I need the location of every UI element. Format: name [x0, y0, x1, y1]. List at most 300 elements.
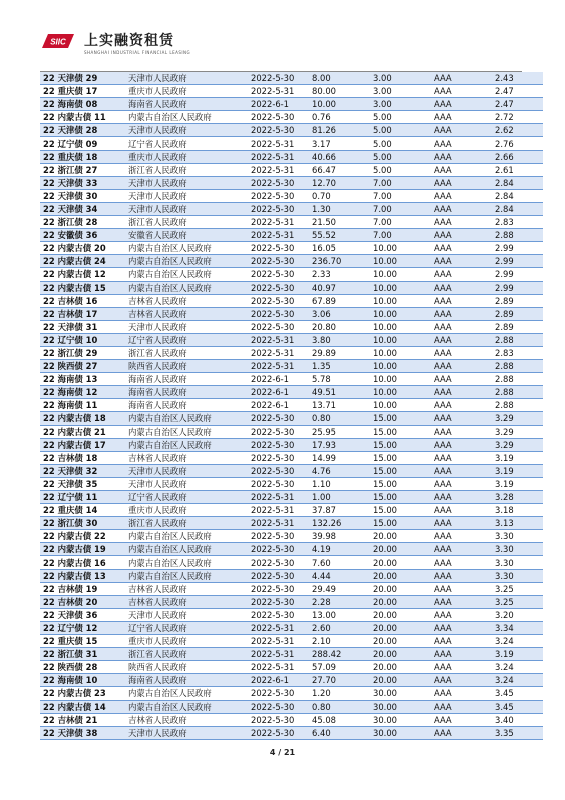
issue-date-cell: 2022-5-30: [248, 425, 309, 438]
issue-date-cell: 2022-5-31: [248, 229, 309, 242]
table-row: [40, 320, 543, 333]
issue-date-cell: 2022-5-30: [248, 294, 309, 307]
issue-amount-cell: 40.97: [309, 281, 370, 294]
rating-cell: AAA: [431, 150, 492, 163]
term-cell: 5.00: [370, 111, 431, 124]
issue-date-cell: 2022-5-31: [248, 648, 309, 661]
table-row: [40, 346, 543, 359]
term-cell: 10.00: [370, 373, 431, 386]
coupon-rate-cell: 2.83: [492, 216, 543, 229]
issuer-cell: 吉林省人民政府: [125, 582, 248, 595]
rating-cell: AAA: [431, 111, 492, 124]
issue-amount-cell: 0.80: [309, 700, 370, 713]
table-row: [40, 307, 543, 320]
issue-date-cell: 2022-5-30: [248, 255, 309, 268]
issuer-cell: 陕西省人民政府: [125, 360, 248, 373]
issue-amount-cell: 3.80: [309, 333, 370, 346]
issue-amount-cell: 1.10: [309, 477, 370, 490]
table-row: [40, 464, 543, 477]
table-row: [40, 281, 543, 294]
bond-name-cell: 22 辽宁债 09: [40, 137, 125, 150]
table-row: [40, 608, 543, 621]
term-cell: 20.00: [370, 595, 431, 608]
issue-amount-cell: 10.00: [309, 98, 370, 111]
issuer-cell: 内蒙古自治区人民政府: [125, 569, 248, 582]
rating-cell: AAA: [431, 294, 492, 307]
coupon-rate-cell: 3.45: [492, 700, 543, 713]
issue-date-cell: 2022-5-30: [248, 176, 309, 189]
issue-amount-cell: 3.06: [309, 307, 370, 320]
coupon-rate-cell: 3.35: [492, 726, 543, 739]
term-cell: 15.00: [370, 464, 431, 477]
bond-name-cell: 22 海南债 08: [40, 98, 125, 111]
rating-cell: AAA: [431, 477, 492, 490]
coupon-rate-cell: 2.89: [492, 320, 543, 333]
rating-cell: AAA: [431, 517, 492, 530]
rating-cell: AAA: [431, 556, 492, 569]
rating-cell: AAA: [431, 255, 492, 268]
table-row: [40, 124, 543, 137]
issue-date-cell: 2022-5-30: [248, 595, 309, 608]
term-cell: 30.00: [370, 726, 431, 739]
issuer-cell: 浙江省人民政府: [125, 648, 248, 661]
term-cell: 7.00: [370, 216, 431, 229]
bond-name-cell: 22 内蒙古债 21: [40, 425, 125, 438]
rating-cell: AAA: [431, 333, 492, 346]
term-cell: 20.00: [370, 582, 431, 595]
table-row: [40, 595, 543, 608]
coupon-rate-cell: 3.25: [492, 595, 543, 608]
issuer-cell: 内蒙古自治区人民政府: [125, 700, 248, 713]
bond-name-cell: 22 吉林债 17: [40, 307, 125, 320]
rating-cell: AAA: [431, 713, 492, 726]
bond-name-cell: 22 天津债 29: [40, 72, 125, 85]
issuer-cell: 内蒙古自治区人民政府: [125, 111, 248, 124]
term-cell: 20.00: [370, 648, 431, 661]
bond-name-cell: 22 内蒙古债 14: [40, 700, 125, 713]
issuer-cell: 重庆市人民政府: [125, 150, 248, 163]
rating-cell: AAA: [431, 648, 492, 661]
issue-amount-cell: 132.26: [309, 517, 370, 530]
issuer-cell: 内蒙古自治区人民政府: [125, 268, 248, 281]
term-cell: 10.00: [370, 399, 431, 412]
issue-amount-cell: 12.70: [309, 176, 370, 189]
issue-date-cell: 2022-5-30: [248, 543, 309, 556]
table-row: [40, 85, 543, 98]
bond-name-cell: 22 内蒙古债 15: [40, 281, 125, 294]
bond-name-cell: 22 吉林债 18: [40, 451, 125, 464]
issuer-cell: 陕西省人民政府: [125, 661, 248, 674]
issue-amount-cell: 57.09: [309, 661, 370, 674]
issuer-cell: 吉林省人民政府: [125, 713, 248, 726]
term-cell: 30.00: [370, 713, 431, 726]
bond-name-cell: 22 内蒙古债 18: [40, 412, 125, 425]
issuer-cell: 内蒙古自治区人民政府: [125, 255, 248, 268]
issue-date-cell: 2022-5-30: [248, 530, 309, 543]
coupon-rate-cell: 3.13: [492, 517, 543, 530]
issue-amount-cell: 2.10: [309, 635, 370, 648]
issuer-cell: 天津市人民政府: [125, 608, 248, 621]
table-row: [40, 202, 543, 215]
issuer-cell: 辽宁省人民政府: [125, 137, 248, 150]
table-row: [40, 137, 543, 150]
coupon-rate-cell: 2.88: [492, 229, 543, 242]
issue-amount-cell: 0.70: [309, 189, 370, 202]
term-cell: 20.00: [370, 569, 431, 582]
coupon-rate-cell: 2.89: [492, 307, 543, 320]
page-header: [40, 28, 520, 72]
term-cell: 20.00: [370, 621, 431, 634]
issue-date-cell: 2022-5-31: [248, 661, 309, 674]
table-row: [40, 687, 543, 700]
rating-cell: AAA: [431, 72, 492, 85]
coupon-rate-cell: 3.24: [492, 635, 543, 648]
term-cell: 20.00: [370, 674, 431, 687]
issue-amount-cell: 21.50: [309, 216, 370, 229]
coupon-rate-cell: 3.30: [492, 543, 543, 556]
rating-cell: AAA: [431, 176, 492, 189]
table-row: [40, 189, 543, 202]
term-cell: 5.00: [370, 137, 431, 150]
rating-cell: AAA: [431, 163, 492, 176]
rating-cell: AAA: [431, 124, 492, 137]
rating-cell: AAA: [431, 85, 492, 98]
term-cell: 15.00: [370, 412, 431, 425]
issue-amount-cell: 25.95: [309, 425, 370, 438]
issuer-cell: 吉林省人民政府: [125, 595, 248, 608]
issue-date-cell: 2022-5-30: [248, 320, 309, 333]
term-cell: 5.00: [370, 150, 431, 163]
coupon-rate-cell: 3.30: [492, 569, 543, 582]
issue-amount-cell: 0.80: [309, 412, 370, 425]
issuer-cell: 海南省人民政府: [125, 98, 248, 111]
table-row: [40, 504, 543, 517]
issue-date-cell: 2022-5-30: [248, 242, 309, 255]
table-row: [40, 268, 543, 281]
issue-date-cell: 2022-6-1: [248, 373, 309, 386]
coupon-rate-cell: 3.29: [492, 425, 543, 438]
table-row: [40, 242, 543, 255]
table-row: [40, 438, 543, 451]
bond-name-cell: 22 内蒙古债 11: [40, 111, 125, 124]
bond-name-cell: 22 天津债 38: [40, 726, 125, 739]
coupon-rate-cell: 3.45: [492, 687, 543, 700]
term-cell: 15.00: [370, 491, 431, 504]
siic-logo-icon: [40, 32, 76, 50]
issue-amount-cell: 1.20: [309, 687, 370, 700]
table-row: [40, 255, 543, 268]
coupon-rate-cell: 3.28: [492, 491, 543, 504]
rating-cell: AAA: [431, 464, 492, 477]
term-cell: 10.00: [370, 268, 431, 281]
bond-name-cell: 22 内蒙古债 20: [40, 242, 125, 255]
table-row: [40, 176, 543, 189]
issue-date-cell: 2022-5-30: [248, 569, 309, 582]
issue-date-cell: 2022-5-30: [248, 412, 309, 425]
rating-cell: AAA: [431, 569, 492, 582]
bond-name-cell: 22 天津债 35: [40, 477, 125, 490]
issue-date-cell: 2022-5-30: [248, 202, 309, 215]
coupon-rate-cell: 2.89: [492, 294, 543, 307]
rating-cell: AAA: [431, 346, 492, 359]
term-cell: 15.00: [370, 504, 431, 517]
issue-amount-cell: 37.87: [309, 504, 370, 517]
table-row: [40, 399, 543, 412]
table-row: [40, 111, 543, 124]
issuer-cell: 海南省人民政府: [125, 399, 248, 412]
term-cell: 15.00: [370, 425, 431, 438]
issuer-cell: 辽宁省人民政府: [125, 333, 248, 346]
coupon-rate-cell: 3.29: [492, 438, 543, 451]
issue-date-cell: 2022-5-30: [248, 700, 309, 713]
rating-cell: AAA: [431, 582, 492, 595]
logo-lettering: SIIC: [50, 37, 66, 47]
bond-name-cell: 22 吉林债 19: [40, 582, 125, 595]
rating-cell: AAA: [431, 268, 492, 281]
bond-name-cell: 22 内蒙古债 22: [40, 530, 125, 543]
issue-date-cell: 2022-5-31: [248, 517, 309, 530]
coupon-rate-cell: 2.99: [492, 281, 543, 294]
term-cell: 7.00: [370, 189, 431, 202]
issue-date-cell: 2022-5-30: [248, 268, 309, 281]
rating-cell: AAA: [431, 189, 492, 202]
issue-amount-cell: 2.28: [309, 595, 370, 608]
table-row: [40, 648, 543, 661]
term-cell: 7.00: [370, 229, 431, 242]
coupon-rate-cell: 3.19: [492, 464, 543, 477]
issuer-cell: 海南省人民政府: [125, 386, 248, 399]
bond-name-cell: 22 海南债 13: [40, 373, 125, 386]
coupon-rate-cell: 2.84: [492, 189, 543, 202]
issuer-cell: 浙江省人民政府: [125, 216, 248, 229]
page-number: 4 / 21: [269, 748, 296, 757]
issue-amount-cell: 80.00: [309, 85, 370, 98]
issue-date-cell: 2022-5-31: [248, 504, 309, 517]
bond-name-cell: 22 内蒙古债 17: [40, 438, 125, 451]
term-cell: 15.00: [370, 451, 431, 464]
term-cell: 7.00: [370, 202, 431, 215]
issue-amount-cell: 1.00: [309, 491, 370, 504]
issuer-cell: 内蒙古自治区人民政府: [125, 242, 248, 255]
issue-date-cell: 2022-5-30: [248, 189, 309, 202]
table-row: [40, 543, 543, 556]
bond-name-cell: 22 陕西债 27: [40, 360, 125, 373]
table-row: [40, 713, 543, 726]
issue-amount-cell: 2.33: [309, 268, 370, 281]
rating-cell: AAA: [431, 386, 492, 399]
table-row: [40, 412, 543, 425]
issue-amount-cell: 27.70: [309, 674, 370, 687]
term-cell: 3.00: [370, 85, 431, 98]
bond-name-cell: 22 海南债 11: [40, 399, 125, 412]
bond-name-cell: 22 吉林债 21: [40, 713, 125, 726]
table-row: [40, 726, 543, 739]
issuer-cell: 天津市人民政府: [125, 176, 248, 189]
bond-name-cell: 22 辽宁债 11: [40, 491, 125, 504]
coupon-rate-cell: 3.19: [492, 648, 543, 661]
issuer-cell: 天津市人民政府: [125, 477, 248, 490]
coupon-rate-cell: 2.88: [492, 333, 543, 346]
rating-cell: AAA: [431, 700, 492, 713]
rating-cell: AAA: [431, 635, 492, 648]
term-cell: 10.00: [370, 320, 431, 333]
issuer-cell: 内蒙古自治区人民政府: [125, 556, 248, 569]
bond-name-cell: 22 重庆债 18: [40, 150, 125, 163]
coupon-rate-cell: 3.20: [492, 608, 543, 621]
table-row: [40, 621, 543, 634]
coupon-rate-cell: 2.88: [492, 360, 543, 373]
issuer-cell: 吉林省人民政府: [125, 294, 248, 307]
table-row: [40, 569, 543, 582]
bond-name-cell: 22 天津债 36: [40, 608, 125, 621]
table-row: [40, 661, 543, 674]
term-cell: 20.00: [370, 556, 431, 569]
table-row: [40, 425, 543, 438]
issue-date-cell: 2022-5-30: [248, 464, 309, 477]
coupon-rate-cell: 2.88: [492, 373, 543, 386]
issuer-cell: 安徽省人民政府: [125, 229, 248, 242]
bond-name-cell: 22 浙江债 27: [40, 163, 125, 176]
issuer-cell: 辽宁省人民政府: [125, 621, 248, 634]
coupon-rate-cell: 2.88: [492, 386, 543, 399]
issuer-cell: 天津市人民政府: [125, 464, 248, 477]
rating-cell: AAA: [431, 530, 492, 543]
rating-cell: AAA: [431, 202, 492, 215]
bond-name-cell: 22 海南债 12: [40, 386, 125, 399]
coupon-rate-cell: 3.18: [492, 504, 543, 517]
issuer-cell: 吉林省人民政府: [125, 451, 248, 464]
rating-cell: AAA: [431, 504, 492, 517]
term-cell: 30.00: [370, 700, 431, 713]
issuer-cell: 内蒙古自治区人民政府: [125, 687, 248, 700]
issue-amount-cell: 6.40: [309, 726, 370, 739]
bond-name-cell: 22 天津债 33: [40, 176, 125, 189]
issue-amount-cell: 8.00: [309, 72, 370, 85]
bond-table-body: [40, 72, 543, 739]
rating-cell: AAA: [431, 674, 492, 687]
table-row: [40, 477, 543, 490]
issue-amount-cell: 13.71: [309, 399, 370, 412]
coupon-rate-cell: 3.30: [492, 530, 543, 543]
issuer-cell: 浙江省人民政府: [125, 346, 248, 359]
issue-amount-cell: 13.00: [309, 608, 370, 621]
rating-cell: AAA: [431, 360, 492, 373]
issuer-cell: 海南省人民政府: [125, 674, 248, 687]
term-cell: 15.00: [370, 477, 431, 490]
term-cell: 5.00: [370, 163, 431, 176]
table-row: [40, 517, 543, 530]
rating-cell: AAA: [431, 491, 492, 504]
term-cell: 20.00: [370, 635, 431, 648]
table-row: [40, 674, 543, 687]
coupon-rate-cell: 2.72: [492, 111, 543, 124]
issue-date-cell: 2022-5-30: [248, 687, 309, 700]
bond-name-cell: 22 内蒙古债 24: [40, 255, 125, 268]
coupon-rate-cell: 2.76: [492, 137, 543, 150]
table-row: [40, 700, 543, 713]
issuer-cell: 浙江省人民政府: [125, 163, 248, 176]
term-cell: 5.00: [370, 124, 431, 137]
issue-amount-cell: 45.08: [309, 713, 370, 726]
term-cell: 3.00: [370, 98, 431, 111]
bond-name-cell: 22 吉林债 20: [40, 595, 125, 608]
issue-date-cell: 2022-6-1: [248, 674, 309, 687]
table-row: [40, 530, 543, 543]
bond-name-cell: 22 浙江债 31: [40, 648, 125, 661]
table-row: [40, 635, 543, 648]
issuer-cell: 海南省人民政府: [125, 373, 248, 386]
coupon-rate-cell: 3.25: [492, 582, 543, 595]
issue-date-cell: 2022-5-30: [248, 307, 309, 320]
issuer-cell: 重庆市人民政府: [125, 504, 248, 517]
issue-date-cell: 2022-5-31: [248, 621, 309, 634]
term-cell: 10.00: [370, 242, 431, 255]
issue-amount-cell: 29.49: [309, 582, 370, 595]
coupon-rate-cell: 2.43: [492, 72, 543, 85]
issue-date-cell: 2022-5-30: [248, 124, 309, 137]
coupon-rate-cell: 3.30: [492, 556, 543, 569]
table-row: [40, 451, 543, 464]
term-cell: 20.00: [370, 543, 431, 556]
coupon-rate-cell: 3.19: [492, 477, 543, 490]
term-cell: 15.00: [370, 438, 431, 451]
table-row: [40, 216, 543, 229]
bond-name-cell: 22 内蒙古债 19: [40, 543, 125, 556]
rating-cell: AAA: [431, 281, 492, 294]
coupon-rate-cell: 2.61: [492, 163, 543, 176]
table-row: [40, 98, 543, 111]
rating-cell: AAA: [431, 320, 492, 333]
bond-name-cell: 22 内蒙古债 16: [40, 556, 125, 569]
coupon-rate-cell: 2.84: [492, 176, 543, 189]
coupon-rate-cell: 2.88: [492, 399, 543, 412]
issue-date-cell: 2022-5-30: [248, 726, 309, 739]
term-cell: 10.00: [370, 294, 431, 307]
term-cell: 10.00: [370, 360, 431, 373]
issue-amount-cell: 49.51: [309, 386, 370, 399]
issue-amount-cell: 288.42: [309, 648, 370, 661]
rating-cell: AAA: [431, 726, 492, 739]
table-row: [40, 72, 543, 85]
term-cell: 10.00: [370, 281, 431, 294]
issue-date-cell: 2022-6-1: [248, 386, 309, 399]
rating-cell: AAA: [431, 687, 492, 700]
bond-name-cell: 22 辽宁债 12: [40, 621, 125, 634]
issue-amount-cell: 29.89: [309, 346, 370, 359]
rating-cell: AAA: [431, 438, 492, 451]
rating-cell: AAA: [431, 373, 492, 386]
issuer-cell: 内蒙古自治区人民政府: [125, 412, 248, 425]
issue-date-cell: 2022-5-30: [248, 72, 309, 85]
issue-date-cell: 2022-6-1: [248, 399, 309, 412]
issue-amount-cell: 39.98: [309, 530, 370, 543]
bond-name-cell: 22 安徽债 36: [40, 229, 125, 242]
issuer-cell: 天津市人民政府: [125, 202, 248, 215]
issue-amount-cell: 14.99: [309, 451, 370, 464]
issue-date-cell: 2022-5-30: [248, 713, 309, 726]
issue-amount-cell: 4.76: [309, 464, 370, 477]
issue-date-cell: 2022-5-30: [248, 438, 309, 451]
bond-name-cell: 22 浙江债 29: [40, 346, 125, 359]
issue-date-cell: 2022-5-31: [248, 216, 309, 229]
rating-cell: AAA: [431, 661, 492, 674]
issue-amount-cell: 67.89: [309, 294, 370, 307]
issue-date-cell: 2022-5-30: [248, 281, 309, 294]
issue-date-cell: 2022-5-31: [248, 346, 309, 359]
issue-date-cell: 2022-5-30: [248, 477, 309, 490]
issue-amount-cell: 40.66: [309, 150, 370, 163]
issue-date-cell: 2022-5-31: [248, 360, 309, 373]
